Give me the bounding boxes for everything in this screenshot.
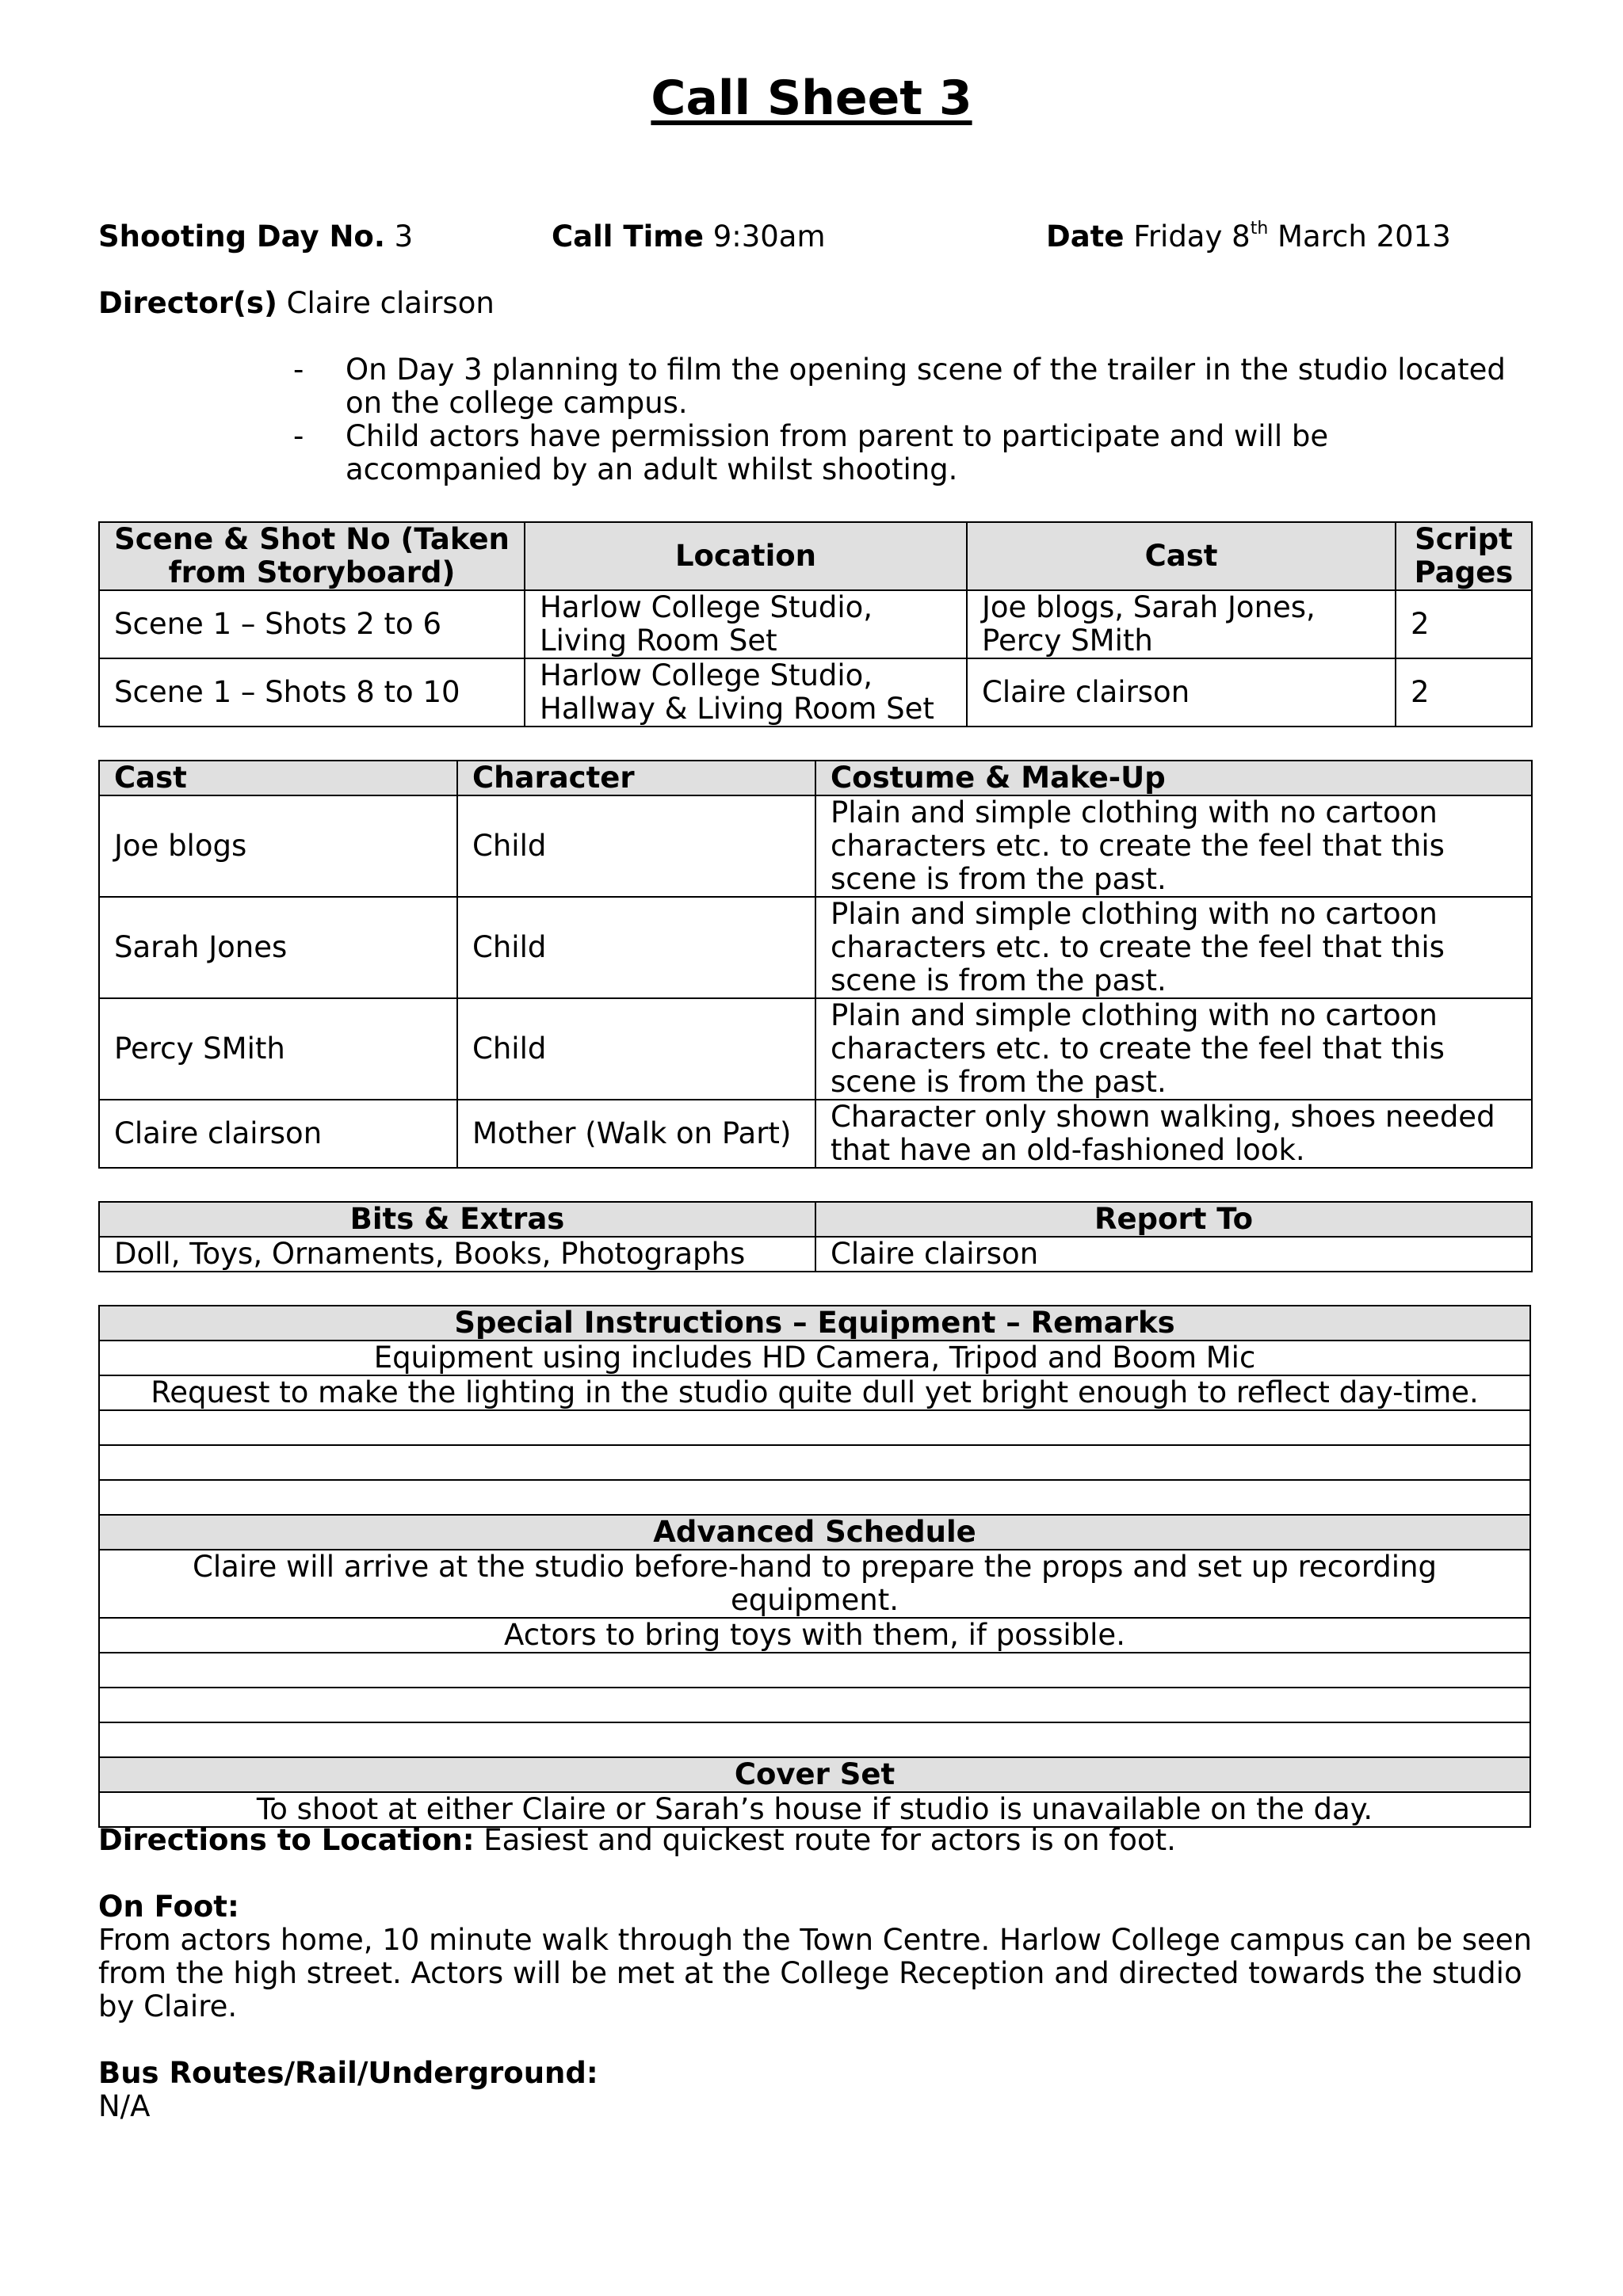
directions-to-location (98, 1824, 1176, 1858)
shooting-day (98, 220, 413, 254)
bus-routes-heading: Bus Routes/Rail/Underground: (98, 2056, 598, 2090)
cast-name-cell: Claire clairson (99, 1100, 457, 1168)
table-row (99, 1410, 1530, 1445)
table-row (99, 1375, 1530, 1410)
table-row (99, 1722, 1530, 1757)
table-row (99, 658, 1532, 727)
table-row (99, 897, 1532, 998)
on-foot-text: From actors home, 10 minute walk through the Town Centre. Harlow College campus can be seen from the high street. Actors will be met at the College Reception and directed towards the studio by Claire. (98, 1923, 1533, 2023)
section-header-row (99, 1757, 1530, 1792)
character-cell: Mother (Walk on Part) (457, 1100, 815, 1168)
special-row (99, 1410, 1530, 1445)
advanced-row (99, 1653, 1530, 1688)
header-costume: Costume & Make-Up (815, 761, 1532, 795)
pages-cell: 2 (1396, 658, 1532, 727)
date-label: Date (1046, 219, 1125, 254)
table-header-row (99, 761, 1532, 795)
special-row: Request to make the lighting in the studio quite dull yet bright enough to reflect day-time. (99, 1375, 1530, 1410)
bits-extras-table (98, 1201, 1533, 1272)
section-header-row (99, 1306, 1530, 1341)
scene-cell: Scene 1 – Shots 8 to 10 (99, 658, 525, 727)
header-cast: Cast (967, 522, 1396, 590)
table-row (99, 1688, 1530, 1722)
directors (98, 287, 495, 321)
call-time (552, 220, 826, 254)
special-row (99, 1445, 1530, 1480)
cast-cell: Claire clairson (967, 658, 1396, 727)
section-header-row (99, 1515, 1530, 1550)
table-header-row (99, 522, 1532, 590)
pages-cell: 2 (1396, 590, 1532, 658)
costume-cell: Plain and simple clothing with no cartoon characters etc. to create the feel that this scene is from the past. (815, 897, 1532, 998)
call-time-label: Call Time (552, 219, 704, 254)
table-row (99, 1653, 1530, 1688)
table-row (99, 1618, 1530, 1653)
character-cell: Child (457, 998, 815, 1100)
costume-cell: Character only shown walking, shoes needed that have an old-fashioned look. (815, 1100, 1532, 1168)
location-cell: Harlow College Studio, Living Room Set (525, 590, 967, 658)
table-row (99, 1445, 1530, 1480)
header-cast: Cast (99, 761, 457, 795)
cast-cell: Joe blogs, Sarah Jones, Percy SMith (967, 590, 1396, 658)
table-row (99, 795, 1532, 897)
note-item: - Child actors have permission from parent to participate and will be accompanied by an adult whilst shooting. (293, 419, 1329, 486)
directors-label: Director(s) (98, 286, 277, 320)
cast-name-cell: Joe blogs (99, 795, 457, 897)
costume-cell: Plain and simple clothing with no cartoon characters etc. to create the feel that this scene is from the past. (815, 795, 1532, 897)
bits-cell: Doll, Toys, Ornaments, Books, Photographs (99, 1237, 815, 1272)
cast-name-cell: Sarah Jones (99, 897, 457, 998)
table-row (99, 1341, 1530, 1375)
advanced-row: Claire will arrive at the studio before-hand to prepare the props and set up recording equipment. (99, 1550, 1530, 1618)
advanced-row: Actors to bring toys with them, if possible. (99, 1618, 1530, 1653)
header-scene-shot: Scene & Shot No (Taken from Storyboard) (99, 522, 525, 590)
header-character: Character (457, 761, 815, 795)
cover-row: To shoot at either Claire or Sarah’s house if studio is unavailable on the day. (99, 1792, 1530, 1827)
directions-value: Easiest and quickest route for actors is on foot. (483, 1823, 1176, 1857)
header-script-pages: Script Pages (1396, 522, 1532, 590)
location-cell: Harlow College Studio, Hallway & Living Room Set (525, 658, 967, 727)
character-cell: Child (457, 795, 815, 897)
notes-list (293, 353, 1529, 486)
header-bits-extras: Bits & Extras (99, 1202, 815, 1237)
report-to-cell: Claire clairson (815, 1237, 1532, 1272)
cast-name-cell: Percy SMith (99, 998, 457, 1100)
table-row (99, 998, 1532, 1100)
cover-set-header: Cover Set (99, 1757, 1530, 1792)
table-row (99, 590, 1532, 658)
directors-value: Claire clairson (286, 286, 495, 320)
note-item: - On Day 3 planning to film the opening scene of the trailer in the studio located on the college campus. (293, 353, 1506, 420)
shooting-day-label: Shooting Day No. (98, 219, 385, 254)
table-row (99, 1550, 1530, 1618)
special-instructions-header: Special Instructions – Equipment – Remarks (99, 1306, 1530, 1341)
instructions-table (98, 1305, 1531, 1828)
date-value-sup: th (1250, 219, 1269, 238)
table-row (99, 1100, 1532, 1168)
shooting-day-value: 3 (394, 219, 414, 254)
bus-routes-text: N/A (98, 2089, 151, 2123)
advanced-row (99, 1722, 1530, 1757)
special-row (99, 1480, 1530, 1515)
header-report-to: Report To (815, 1202, 1532, 1237)
costume-cell: Plain and simple clothing with no cartoon characters etc. to create the feel that this scene is from the past. (815, 998, 1532, 1100)
advanced-schedule-header: Advanced Schedule (99, 1515, 1530, 1550)
table-row (99, 1792, 1530, 1827)
character-cell: Child (457, 897, 815, 998)
directions-label: Directions to Location: (98, 1823, 475, 1857)
header-location: Location (525, 522, 967, 590)
date-value-post: March 2013 (1277, 219, 1451, 254)
table-row (99, 1480, 1530, 1515)
table-header-row (99, 1202, 1532, 1237)
cast-table (98, 760, 1533, 1169)
call-time-value: 9:30am (712, 219, 826, 254)
on-foot-heading: On Foot: (98, 1890, 239, 1924)
special-row: Equipment using includes HD Camera, Tripod and Boom Mic (99, 1341, 1530, 1375)
shoot-date (1046, 220, 1451, 254)
page-title: Call Sheet 3 (651, 71, 972, 126)
date-value-pre: Friday 8 (1133, 219, 1251, 254)
table-row (99, 1237, 1532, 1272)
scene-cell: Scene 1 – Shots 2 to 6 (99, 590, 525, 658)
scenes-table (98, 521, 1533, 727)
advanced-row (99, 1688, 1530, 1722)
